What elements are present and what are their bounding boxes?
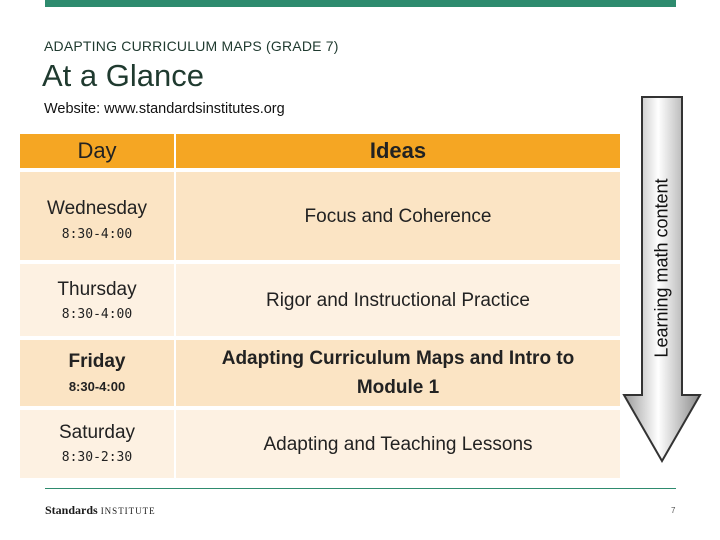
slide-title: At a Glance [42, 58, 204, 93]
day-time: 8:30-4:00 [61, 227, 133, 242]
table-row-idea: Adapting Curriculum Maps and Intro to Module 1 [176, 340, 620, 406]
standards-institute-logo [45, 503, 156, 518]
table-row-day [20, 172, 174, 260]
logo-sub: INSTITUTE [100, 506, 156, 516]
table-row-idea: Rigor and Instructional Practice [176, 264, 620, 336]
arrow-label: Learning math content [651, 178, 672, 358]
day-name: Friday [68, 351, 126, 372]
table-row-idea: Focus and Coherence [176, 172, 620, 260]
header-ideas [176, 134, 620, 168]
day-time: 8:30-2:30 [61, 450, 133, 465]
header-day [20, 134, 174, 168]
day-name: Thursday [57, 279, 137, 300]
day-name: Wednesday [47, 198, 147, 219]
table-row-day [20, 264, 174, 336]
table-row-day [20, 410, 174, 478]
slide-subtitle: ADAPTING CURRICULUM MAPS (GRADE 7) [44, 38, 339, 54]
header-ideas-label: Ideas [369, 138, 427, 163]
header-day-label: Day [77, 138, 117, 163]
website-line: Website: www.standardsinstitutes.org [44, 101, 285, 117]
page-number: 7 [671, 506, 676, 515]
top-accent-bar [45, 0, 676, 7]
logo-main: Standards [45, 503, 98, 517]
table-row-idea: Adapting and Teaching Lessons [176, 410, 620, 478]
day-time: 8:30-4:00 [68, 379, 126, 394]
footer-divider [45, 488, 676, 489]
day-time: 8:30-4:00 [61, 307, 133, 322]
table-row-day [20, 340, 174, 406]
day-name: Saturday [58, 422, 136, 443]
